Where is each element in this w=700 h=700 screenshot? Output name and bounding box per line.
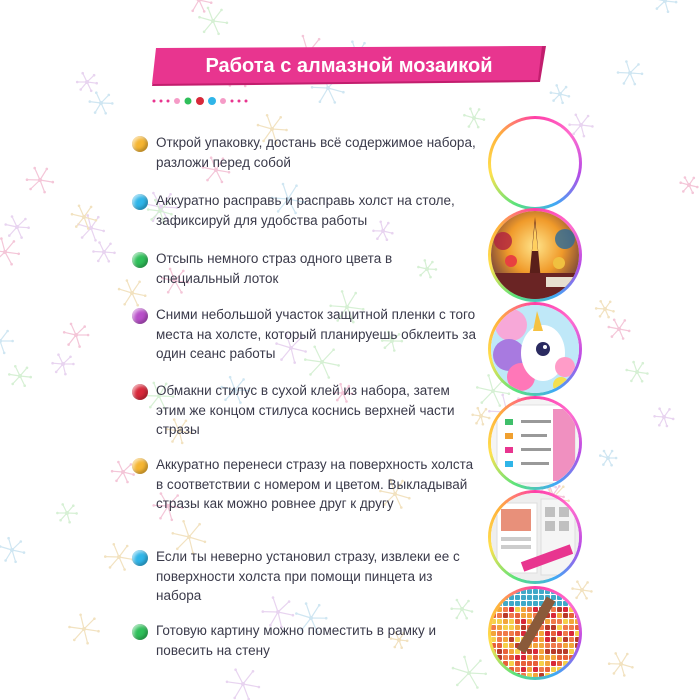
- instruction-card-image: [491, 399, 579, 487]
- canvas-stylus-image: [491, 493, 579, 581]
- mosaic-pixel: [521, 607, 526, 612]
- mosaic-pixel: [545, 673, 550, 677]
- illustration-circle: [488, 116, 582, 210]
- background-star: [452, 656, 487, 689]
- green-gem-icon: [132, 624, 148, 640]
- canvas-photo: [491, 211, 579, 299]
- mosaic-pixel: [539, 643, 544, 648]
- step-text: Открой упаковку, достань всё содержимое набора, разложи перед собой: [156, 135, 476, 170]
- mosaic-pixel: [551, 631, 556, 636]
- background-star: [77, 214, 105, 242]
- mosaic-pixel: [545, 649, 550, 654]
- mosaic-pixel: [557, 643, 562, 648]
- background-star: [608, 319, 631, 340]
- mosaic-pixel: [569, 607, 574, 612]
- mosaic-pixel: [503, 601, 508, 606]
- mosaic-pixel: [557, 655, 562, 660]
- mosaic-pixel: [527, 589, 532, 594]
- background-star: [56, 503, 78, 523]
- step-text: Аккуратно расправь и расправь холст на столе, зафиксируй для удобства работы: [156, 193, 455, 228]
- background-star: [653, 407, 674, 427]
- mosaic-pixel: [509, 625, 514, 630]
- mosaic-pixel: [491, 649, 496, 654]
- background-star: [595, 300, 615, 318]
- illustration-circle: [488, 302, 582, 396]
- mosaic-pixel: [509, 649, 514, 654]
- mosaic-pixel: [527, 667, 532, 672]
- background-star: [198, 7, 228, 35]
- mosaic-pixel: [551, 607, 556, 612]
- mosaic-pixel: [557, 595, 562, 600]
- mosaic-pixel: [539, 649, 544, 654]
- mosaic-image: [491, 589, 579, 677]
- mosaic-pixel: [563, 607, 568, 612]
- step-text: Аккуратно перенеси стразу на поверхность холста в соответствии с номером и цветом. Выкладывай стразы как можно ровнее друг к другу: [156, 457, 474, 511]
- mosaic-pixel: [521, 589, 526, 594]
- mosaic-pixel: [563, 601, 568, 606]
- mosaic-pixel: [503, 643, 508, 648]
- background-star: [599, 450, 617, 467]
- background-star: [608, 652, 634, 677]
- mosaic-pixel: [509, 667, 514, 672]
- mosaic-pixel: [557, 649, 562, 654]
- mosaic-pixel: [521, 625, 526, 630]
- mosaic-pixel: [491, 643, 496, 648]
- mosaic-pixel: [497, 607, 502, 612]
- mosaic-pixel: [545, 637, 550, 642]
- mosaic-pixel: [533, 673, 538, 677]
- mosaic-pixel: [569, 625, 574, 630]
- mosaic-pixel: [503, 655, 508, 660]
- mosaic-pixel: [545, 667, 550, 672]
- mosaic-pixel: [557, 619, 562, 624]
- mosaic-pixel: [527, 601, 532, 606]
- mosaic-pixel: [539, 595, 544, 600]
- mosaic-pixel: [515, 625, 520, 630]
- mosaic-pixel: [497, 643, 502, 648]
- mosaic-pixel: [545, 589, 550, 594]
- mosaic-pixel: [533, 607, 538, 612]
- mosaic-pixel: [569, 655, 574, 660]
- step-text: Отсыпь немного страз одного цвета в специальный лоток: [156, 251, 393, 286]
- mosaic-pixel: [527, 655, 532, 660]
- mosaic-pixel: [521, 619, 526, 624]
- mosaic-pixel: [551, 613, 556, 618]
- background-star: [118, 279, 147, 306]
- mosaic-pixel: [557, 631, 562, 636]
- mosaic-pixel: [509, 607, 514, 612]
- mosaic-pixel: [569, 649, 574, 654]
- illustration-circle: [488, 396, 582, 490]
- mosaic-pixel: [539, 631, 544, 636]
- mosaic-pixel: [569, 637, 574, 642]
- background-star: [679, 176, 698, 194]
- mosaic-pixel: [533, 655, 538, 660]
- mosaic-pixel: [575, 619, 579, 624]
- mosaic-pixel: [527, 673, 532, 677]
- mosaic-pixel: [491, 631, 496, 636]
- background-star: [4, 215, 30, 239]
- mosaic-pixel: [515, 655, 520, 660]
- mosaic-pixel: [569, 631, 574, 636]
- illustration-circle: [488, 208, 582, 302]
- mosaic-pixel: [497, 619, 502, 624]
- background-star: [68, 614, 100, 645]
- mosaic-pixel: [539, 637, 544, 642]
- mosaic-pixel: [497, 637, 502, 642]
- mosaic-pixel: [509, 613, 514, 618]
- eiffel-tower-image: [491, 211, 579, 299]
- background-star: [625, 361, 648, 383]
- mosaic-pixel: [491, 625, 496, 630]
- background-star: [571, 580, 592, 599]
- mosaic-pixel: [533, 667, 538, 672]
- canvas-stylus-photo: [491, 493, 579, 581]
- mosaic-pixel: [521, 595, 526, 600]
- mosaic-pixel: [515, 607, 520, 612]
- mosaic-pixel: [551, 649, 556, 654]
- background-star: [185, 0, 212, 13]
- mosaic-pixel: [515, 661, 520, 666]
- mosaic-pixel: [563, 643, 568, 648]
- mosaic-pixel: [521, 601, 526, 606]
- step-text: Сними небольшой участок защитной пленки с того места на холсте, который планируешь обклеить за один сеанс работы: [156, 307, 476, 361]
- background-star: [63, 323, 89, 348]
- background-star: [8, 365, 32, 387]
- mosaic-pixel: [533, 601, 538, 606]
- mosaic-pixel: [551, 637, 556, 642]
- step-text: Готовую картину можно поместить в рамку и повесить на стену: [156, 623, 437, 658]
- mosaic-pixel: [539, 589, 544, 594]
- mosaic-pixel: [527, 595, 532, 600]
- mosaic-pixel: [497, 631, 502, 636]
- purple-gem-icon: [132, 308, 148, 324]
- mosaic-pixel: [521, 667, 526, 672]
- mosaic-pixel: [527, 649, 532, 654]
- mosaic-pixel: [545, 625, 550, 630]
- mosaic-pixel: [521, 661, 526, 666]
- mosaic-pixel: [575, 631, 579, 636]
- mosaic-pixel: [533, 661, 538, 666]
- mosaic-pixel: [539, 655, 544, 660]
- mosaic-pixel: [551, 655, 556, 660]
- mosaic-pixel: [509, 661, 514, 666]
- mosaic-pixel: [557, 661, 562, 666]
- decorative-dots: [150, 94, 260, 108]
- mosaic-photo: [491, 589, 579, 677]
- mosaic-pixel: [509, 655, 514, 660]
- background-star: [617, 60, 644, 85]
- mosaic-pixel: [551, 661, 556, 666]
- mosaic-pixel: [509, 595, 514, 600]
- mosaic-pixel: [509, 631, 514, 636]
- mosaic-pixel: [563, 649, 568, 654]
- mosaic-pixel: [551, 625, 556, 630]
- mosaic-pixel: [569, 619, 574, 624]
- mosaic-pixel: [503, 631, 508, 636]
- mosaic-pixel: [563, 619, 568, 624]
- mosaic-pixel: [575, 625, 579, 630]
- mosaic-pixel: [515, 667, 520, 672]
- mosaic-pixel: [575, 643, 579, 648]
- illustration-circle: [488, 490, 582, 584]
- mosaic-pixel: [557, 601, 562, 606]
- blue-gem-icon: [132, 550, 148, 566]
- mosaic-pixel: [521, 673, 526, 677]
- mosaic-pixel: [545, 643, 550, 648]
- mosaic-pixel: [521, 655, 526, 660]
- mosaic-pixel: [533, 649, 538, 654]
- header-ribbon: [152, 46, 546, 86]
- mosaic-pixel: [557, 625, 562, 630]
- mosaic-pixel: [497, 625, 502, 630]
- mosaic-pixel: [503, 649, 508, 654]
- background-star: [76, 72, 98, 92]
- green-gem-icon: [132, 252, 148, 268]
- blue-gem-icon: [132, 194, 148, 210]
- mosaic-pixel: [515, 619, 520, 624]
- mosaic-pixel: [545, 655, 550, 660]
- yellow-gem-icon: [132, 136, 148, 152]
- mosaic-pixel: [545, 631, 550, 636]
- mosaic-pixel: [563, 661, 568, 666]
- mosaic-pixel: [497, 613, 502, 618]
- background-star: [104, 543, 134, 571]
- mosaic-pixel: [569, 643, 574, 648]
- mosaic-pixel: [569, 613, 574, 618]
- mosaic-pixel: [557, 613, 562, 618]
- mosaic-pixel: [527, 607, 532, 612]
- unicorn-image: [491, 305, 579, 393]
- mosaic-pixel: [551, 643, 556, 648]
- mosaic-pixel: [545, 619, 550, 624]
- mosaic-pixel: [563, 625, 568, 630]
- mosaic-pixel: [539, 667, 544, 672]
- mosaic-pixel: [557, 607, 562, 612]
- mosaic-pixel: [503, 661, 508, 666]
- mosaic-pixel: [509, 601, 514, 606]
- mosaic-pixel: [557, 667, 562, 672]
- mosaic-pixel: [509, 643, 514, 648]
- empty-photo: [491, 119, 579, 207]
- mosaic-pixel: [515, 595, 520, 600]
- step-text: Если ты неверно установил стразу, извлеки ее с поверхности холста при помощи пинцета из набора: [156, 549, 460, 603]
- background-star: [0, 537, 25, 563]
- mosaic-pixel: [527, 613, 532, 618]
- background-star: [51, 353, 74, 375]
- mosaic-pixel: [515, 637, 520, 642]
- mosaic-pixel: [545, 661, 550, 666]
- yellow-gem-icon: [132, 458, 148, 474]
- mosaic-pixel: [551, 589, 556, 594]
- mosaic-pixel: [557, 637, 562, 642]
- mosaic-pixel: [551, 619, 556, 624]
- mosaic-pixel: [521, 613, 526, 618]
- mosaic-pixel: [563, 637, 568, 642]
- mosaic-pixel: [503, 619, 508, 624]
- mosaic-pixel: [575, 637, 579, 642]
- background-star: [26, 167, 54, 194]
- mosaic-pixel: [533, 589, 538, 594]
- mosaic-pixel: [563, 631, 568, 636]
- mosaic-pixel: [497, 649, 502, 654]
- mosaic-pixel: [533, 643, 538, 648]
- red-gem-icon: [132, 384, 148, 400]
- mosaic-pixel: [527, 661, 532, 666]
- background-star: [550, 84, 571, 104]
- mosaic-pixel: [503, 613, 508, 618]
- mosaic-pixel: [551, 595, 556, 600]
- mosaic-pixel: [515, 613, 520, 618]
- mosaic-pixel: [491, 637, 496, 642]
- mosaic-pixel: [515, 589, 520, 594]
- background-star: [463, 107, 485, 128]
- mosaic-pixel: [509, 637, 514, 642]
- mosaic-pixel: [533, 595, 538, 600]
- page-title: Работа с алмазной мозаикой: [205, 55, 493, 77]
- step-text: Обмакни стилус в сухой клей из набора, затем этим же концом стилуса коснись верхней части стразы: [156, 383, 455, 437]
- background-star: [653, 0, 678, 13]
- mosaic-pixel: [491, 619, 496, 624]
- mosaic-pixel: [509, 619, 514, 624]
- illustration-circle: [488, 586, 582, 680]
- instruction-photo: [491, 399, 579, 487]
- mosaic-pixel: [497, 655, 502, 660]
- unicorn-photo: [491, 305, 579, 393]
- mosaic-pixel: [503, 607, 508, 612]
- background-star: [92, 241, 116, 262]
- mosaic-pixel: [503, 637, 508, 642]
- mosaic-pixel: [503, 625, 508, 630]
- mosaic-pixel: [515, 601, 520, 606]
- background-star: [226, 668, 261, 700]
- background-star: [0, 328, 14, 354]
- mosaic-pixel: [539, 661, 544, 666]
- mosaic-pixel: [563, 655, 568, 660]
- mosaic-pixel: [539, 673, 544, 677]
- background-star: [89, 91, 114, 114]
- mosaic-pixel: [515, 631, 520, 636]
- mosaic-pixel: [563, 613, 568, 618]
- mosaic-pixel: [491, 613, 496, 618]
- mosaic-pixel: [551, 667, 556, 672]
- background-star: [0, 237, 20, 265]
